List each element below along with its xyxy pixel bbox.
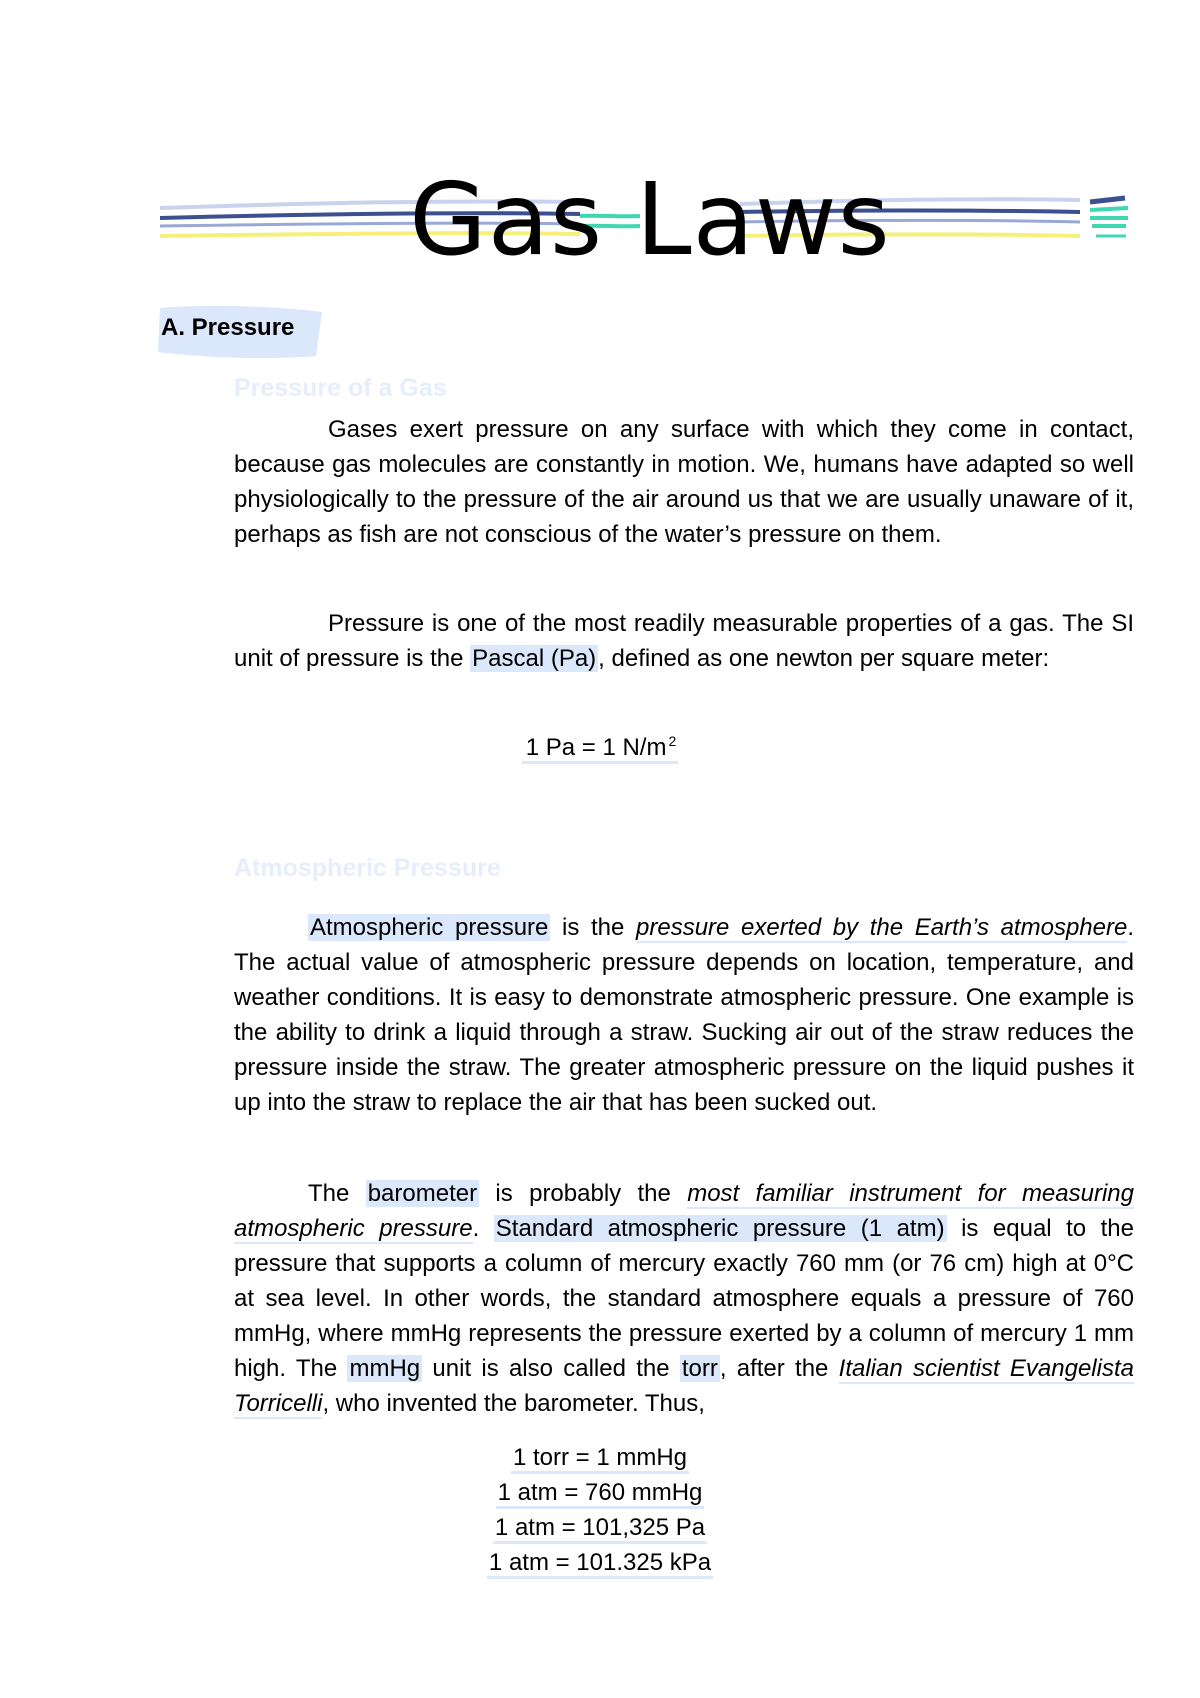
- paragraph-4-text-e: unit is also called the: [422, 1355, 680, 1382]
- paragraph-4-text-g: , who invented the barometer. Thus,: [322, 1390, 705, 1417]
- equation-pascal: [0, 730, 1200, 765]
- equation-3-text: 1 atm = 101,325 Pa: [493, 1514, 707, 1544]
- equation-4: [0, 1545, 1200, 1580]
- term-torr: torr: [681, 1355, 718, 1382]
- definition-atmospheric-pressure: pressure exerted by the Earth’s atmosphere: [636, 914, 1128, 941]
- equation-2: [0, 1475, 1200, 1510]
- definition-barometer: most familiar instrument for measuring atmospheric pressure: [234, 1180, 1134, 1242]
- term-standard-atmospheric-pressure: Standard atmospheric pressure (1 atm): [495, 1215, 945, 1242]
- term-atmospheric-pressure: Atmospheric pressure: [310, 914, 549, 941]
- equation-pascal-exponent: 2: [668, 733, 677, 749]
- document-title: Gas Laws: [409, 161, 891, 278]
- paragraph-4-text-b: is probably the: [479, 1180, 688, 1207]
- paragraph-3-text-a: is the: [550, 914, 637, 941]
- equation-4-text: 1 atm = 101.325 kPa: [487, 1549, 713, 1579]
- paragraph-4: [234, 1176, 1134, 1421]
- paragraph-4-text-d: is equal to the pressure that supports a column of mercury exactly 760 mm (or 76 cm) high at 0°C at sea level. In other words, the standard atmosphere equals a pressure of 760 mmHg, where mmHg represents the pressure exerted by a column of mercury 1 mm high. The: [234, 1215, 1135, 1382]
- term-pascal: Pascal (Pa): [472, 645, 597, 672]
- paragraph-3: [234, 910, 1134, 1120]
- paragraph-4-text-f: , after the: [719, 1355, 839, 1382]
- equation-3: [0, 1510, 1200, 1545]
- term-mmhg: mmHg: [349, 1355, 421, 1382]
- paragraph-2-text-b: , defined as one newton per square meter:: [598, 645, 1050, 672]
- term-barometer: barometer: [367, 1180, 478, 1207]
- title-banner: [160, 160, 1140, 280]
- paragraph-4-text-a: The: [308, 1180, 366, 1207]
- subheading-pressure-of-gas: Pressure of a Gas: [234, 374, 447, 402]
- paragraph-1: [234, 412, 1134, 552]
- paragraph-2: [234, 606, 1134, 676]
- paragraph-1-text: Gases exert pressure on any surface with which they come in contact, because gas molecules are constantly in motion. We, humans have adapted so well physiologically to the pressure of the air around us that we are usually unaware of it, perhaps as fish are not conscious of the water’s pressure on them.: [234, 416, 1134, 548]
- equation-1: [0, 1440, 1200, 1475]
- scientist-name: Italian scientist Evangelista Torricelli: [234, 1355, 1134, 1417]
- section-label: A. Pressure: [161, 314, 295, 341]
- equation-pascal-text: 1 Pa = 1 N/m: [524, 734, 669, 764]
- paragraph-2-text-a: Pressure is one of the most readily measurable properties of a gas. The SI unit of pressure is the: [234, 610, 1134, 672]
- equation-1-text: 1 torr = 1 mmHg: [511, 1444, 689, 1474]
- equation-2-text: 1 atm = 760 mmHg: [496, 1479, 705, 1509]
- paragraph-3-text-b: . The actual value of atmospheric pressure depends on location, temperature, and weather conditions. It is easy to demonstrate atmospheric pressure. One example is the ability to drink a liquid through a straw. Sucking air out of the straw reduces the pressure inside the straw. The greater atmospheric pressure on the liquid pushes it up into the straw to replace the air that has been sucked out.: [234, 914, 1134, 1116]
- subheading-atmospheric-pressure: Atmospheric Pressure: [234, 854, 501, 882]
- paragraph-4-text-c: .: [472, 1215, 494, 1242]
